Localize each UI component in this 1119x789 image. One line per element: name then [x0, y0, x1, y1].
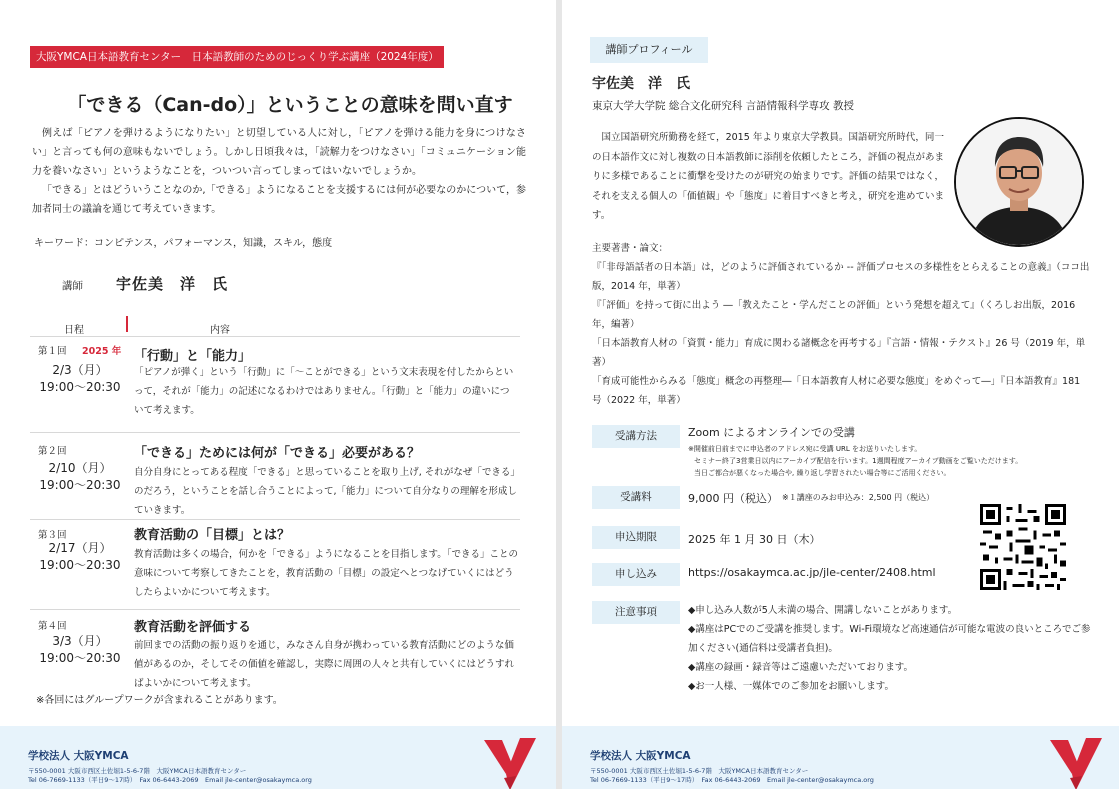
footer-address-line: 〒550-0001 大阪市西区土佐堀1-5-6-7階 大阪YMCA日本語教育センター	[590, 767, 809, 775]
session-1-number: 第１回	[38, 346, 67, 357]
note-item: ◆講座の録画・録音等はご遠慮いただいております。	[688, 662, 914, 673]
session-2-title: 「できる」ためには何が「できる」必要がある？	[134, 446, 421, 461]
session-1-time: 19:00～20:30	[39, 380, 121, 394]
session-4-time: 19:00～20:30	[39, 651, 121, 665]
col-divider	[126, 316, 128, 332]
works-list	[592, 258, 1092, 410]
session-1-title: 「行動」と「能力」	[134, 349, 252, 364]
session-2-desc: 自分自身にとってある程度「できる」と思っていることを取り上げ, それがなぜ「できる」のだろう，ということを話し合うことによって,「能力」について自分なりの理解を形成していきます。	[134, 467, 517, 516]
fee-value: 9,000 円（税込）	[688, 492, 778, 505]
footer-address	[28, 767, 312, 785]
session-1-datetime	[34, 362, 126, 396]
col-header-content: 内容	[210, 325, 230, 336]
session-3-title: 教育活動の「目標」とは？	[134, 528, 291, 543]
col-header-date: 日程	[64, 325, 84, 336]
work-item: 『「非母語話者の日本語」は，どのように評価されているか -- 評価プロセスの多様性をとらえることの意義』（ココ出版，2014 年，単著）	[592, 262, 1090, 292]
method-note-1: ※開催前日前までに申込者のアドレス宛に受講 URL をお送りいたします。	[688, 445, 922, 453]
method-label: 受講方法	[592, 425, 680, 448]
footer-contact-line: Tel 06-7669-1133（平日9～17時） Fax 06-6443-2069 Email jle-center@osakaymca.org	[590, 776, 874, 784]
qr-code[interactable]	[980, 504, 1066, 590]
session-3-time: 19:00～20:30	[39, 558, 121, 572]
session-rule	[30, 609, 520, 610]
work-item: 「育成可能性からみる「態度」概念の再整理―「日本語教育人材に必要な態度」をめぐって―」『日本語教育』181 号（2022 年，単著）	[592, 376, 1081, 406]
session-4-title: 教育活動を評価する	[134, 620, 252, 635]
session-rule	[30, 519, 520, 520]
ymca-logo	[1046, 734, 1106, 789]
work-item: 「日本語教育人材の「資質・能力」育成に関わる諸概念を再考する」『言語・情報・テクスト』26 号（2019 年，単著）	[592, 338, 1086, 368]
footer-address	[590, 767, 874, 785]
ymca-logo-mark	[480, 734, 540, 789]
lecturer-label: 講師	[62, 280, 83, 292]
lecturer-name: 宇佐美 洋 氏	[116, 275, 229, 293]
session-3-date: 2/17（月）	[48, 541, 112, 555]
qr-code-image	[980, 504, 1066, 590]
profile-bio-text: 国立国語研究所勤務を経て，2015 年より東京大学教員。国語研究所時代，同一の日本語作文に対し複数の日本語教師に添削を依頼したところ，評価の視点があまりに多様であることに衝撃を受けたのが研究の始まりです。評価の結果ではなく，それを支える個人の「価値観」や「態度」に着目すべきと考え，研究を進めています。	[592, 132, 944, 221]
ymca-logo-mark	[1046, 734, 1106, 789]
session-4-date: 3/3（月）	[52, 634, 108, 648]
note-item: ◆申し込み人数が5人未満の場合、開講しないことがあります。	[688, 605, 958, 616]
fee-note: ※１講座のみお申込み：2,500 円（税込）	[782, 493, 935, 502]
portrait-illustration	[956, 119, 1082, 245]
session-2-datetime	[34, 460, 126, 494]
note-item: ◆講座はPCでのご受講を推奨します。Wi-Fi環境など高速通信が可能な電波の良いところでご参加ください(通信料は受講者負担)。	[688, 624, 1091, 654]
left-page	[0, 0, 556, 789]
session-2-number: 第２回	[38, 446, 67, 457]
note-item: ◆お一人様、一媒体でのご参加をお願いします。	[688, 681, 895, 692]
keywords: キーワード：コンピテンス，パフォーマンス，知識，スキル，態度	[34, 238, 333, 249]
session-4-number: 第４回	[38, 621, 67, 632]
work-item: 『「評価」を持って街に出よう ―「教えたこと・学んだことの評価」という発想を超えて』（くろしお出版，2016 年，編著）	[592, 300, 1076, 330]
session-4-datetime	[34, 633, 126, 667]
deadline-label: 申込期限	[592, 526, 680, 549]
session-2-time: 19:00～20:30	[39, 478, 121, 492]
footer-org: 学校法人 大阪YMCA	[28, 750, 129, 762]
deadline-value: 2025 年 1 月 30 日（木）	[688, 533, 821, 546]
ymca-logo	[480, 734, 540, 789]
lecturer-photo	[954, 117, 1084, 247]
session-3-desc: 教育活動は多くの場合，何かを「できる」ようになることを目指します。「できる」ことの意味について考察してきたことを，教育活動の「目標」の設定へとつなげていくにはどうしたらよいかについて考えます。	[134, 549, 518, 598]
groupwork-note: ※各回にはグループワークが含まれることがあります。	[36, 695, 283, 706]
footer-org: 学校法人 大阪YMCA	[590, 750, 691, 762]
session-1-date: 2/3（月）	[52, 363, 108, 377]
profile-bio	[592, 128, 944, 226]
method-note-3: 当日ご都合が悪くなった場合や, 繰り返し学習されたい場合等にご活用ください。	[694, 469, 951, 477]
footer-contact-line: Tel 06-7669-1133（平日9～17時） Fax 06-6443-2069 Email jle-center@osakaymca.org	[28, 776, 312, 784]
session-rule	[30, 432, 520, 433]
works-heading: 主要著書・論文：	[592, 243, 669, 254]
series-banner: 大阪YMCA日本語教育センター 日本語教師のためのじっくり学ぶ講座（2024年度）	[30, 46, 444, 68]
course-title: 「できる（Can-do）」ということの意味を問い直す	[67, 94, 513, 116]
apply-label: 申し込み	[592, 563, 680, 586]
method-note-2: セミナー終了3営業日以内にアーカイブ配信を行います。1週間程度アーカイブ動画をご覧いただけます。	[694, 457, 1023, 465]
session-3-datetime	[34, 540, 126, 574]
notes-label: 注意事項	[592, 601, 680, 624]
intro-text	[32, 124, 526, 219]
intro-paragraph: 例えば「ピアノを弾けるようになりたい」と切望している人に対し，「ピアノを弾ける能力を身につけなさい」と言っても何の意味もないでしょう。しかし日頃我々は，「読解力をつけなさい」「コミュニケーション能力を養いなさい」というようなことを，ついつい言ってしまってはいないでしょうか。	[32, 128, 526, 177]
session-4-desc: 前回までの活動の振り返りを通じ，みなさん自身が携わっている教育活動にどのような価値があるのか，そしてその価値を確認し，実際に周囲の人々と共有していくにはどうすればよいかについて考えます。	[134, 640, 515, 689]
header-rule	[30, 336, 520, 337]
profile-name: 宇佐美 洋 氏	[592, 76, 690, 92]
right-page	[562, 0, 1119, 789]
notes-list	[688, 601, 1092, 696]
profile-tag: 講師プロフィール	[590, 37, 708, 63]
session-1-desc: 「ピアノが弾く」という「行動」に「〜ことができる」という文末表現を付したからといって，それが「能力」の記述になるわけではありません。「行動」と「能力」の違いについて考えます。	[134, 367, 514, 416]
fee-label: 受講料	[592, 486, 680, 509]
session-3-number: 第３回	[38, 530, 67, 541]
session-year: 2025 年	[82, 346, 122, 357]
session-2-date: 2/10（月）	[48, 461, 112, 475]
profile-affiliation: 東京大学大学院 総合文化研究科 言語情報科学専攻 教授	[592, 100, 855, 112]
footer-address-line: 〒550-0001 大阪市西区土佐堀1-5-6-7階 大阪YMCA日本語教育センター	[28, 767, 247, 775]
apply-url-link[interactable]: https://osakaymca.ac.jp/jle-center/2408.html	[688, 566, 936, 579]
intro-paragraph-2: 「できる」とはどういうことなのか,「できる」ようになることを支援するには何が必要なのかについて，参加者同士の議論を通じて考えていきます。	[32, 185, 526, 215]
method-value: Zoom によるオンラインでの受講	[688, 426, 855, 439]
